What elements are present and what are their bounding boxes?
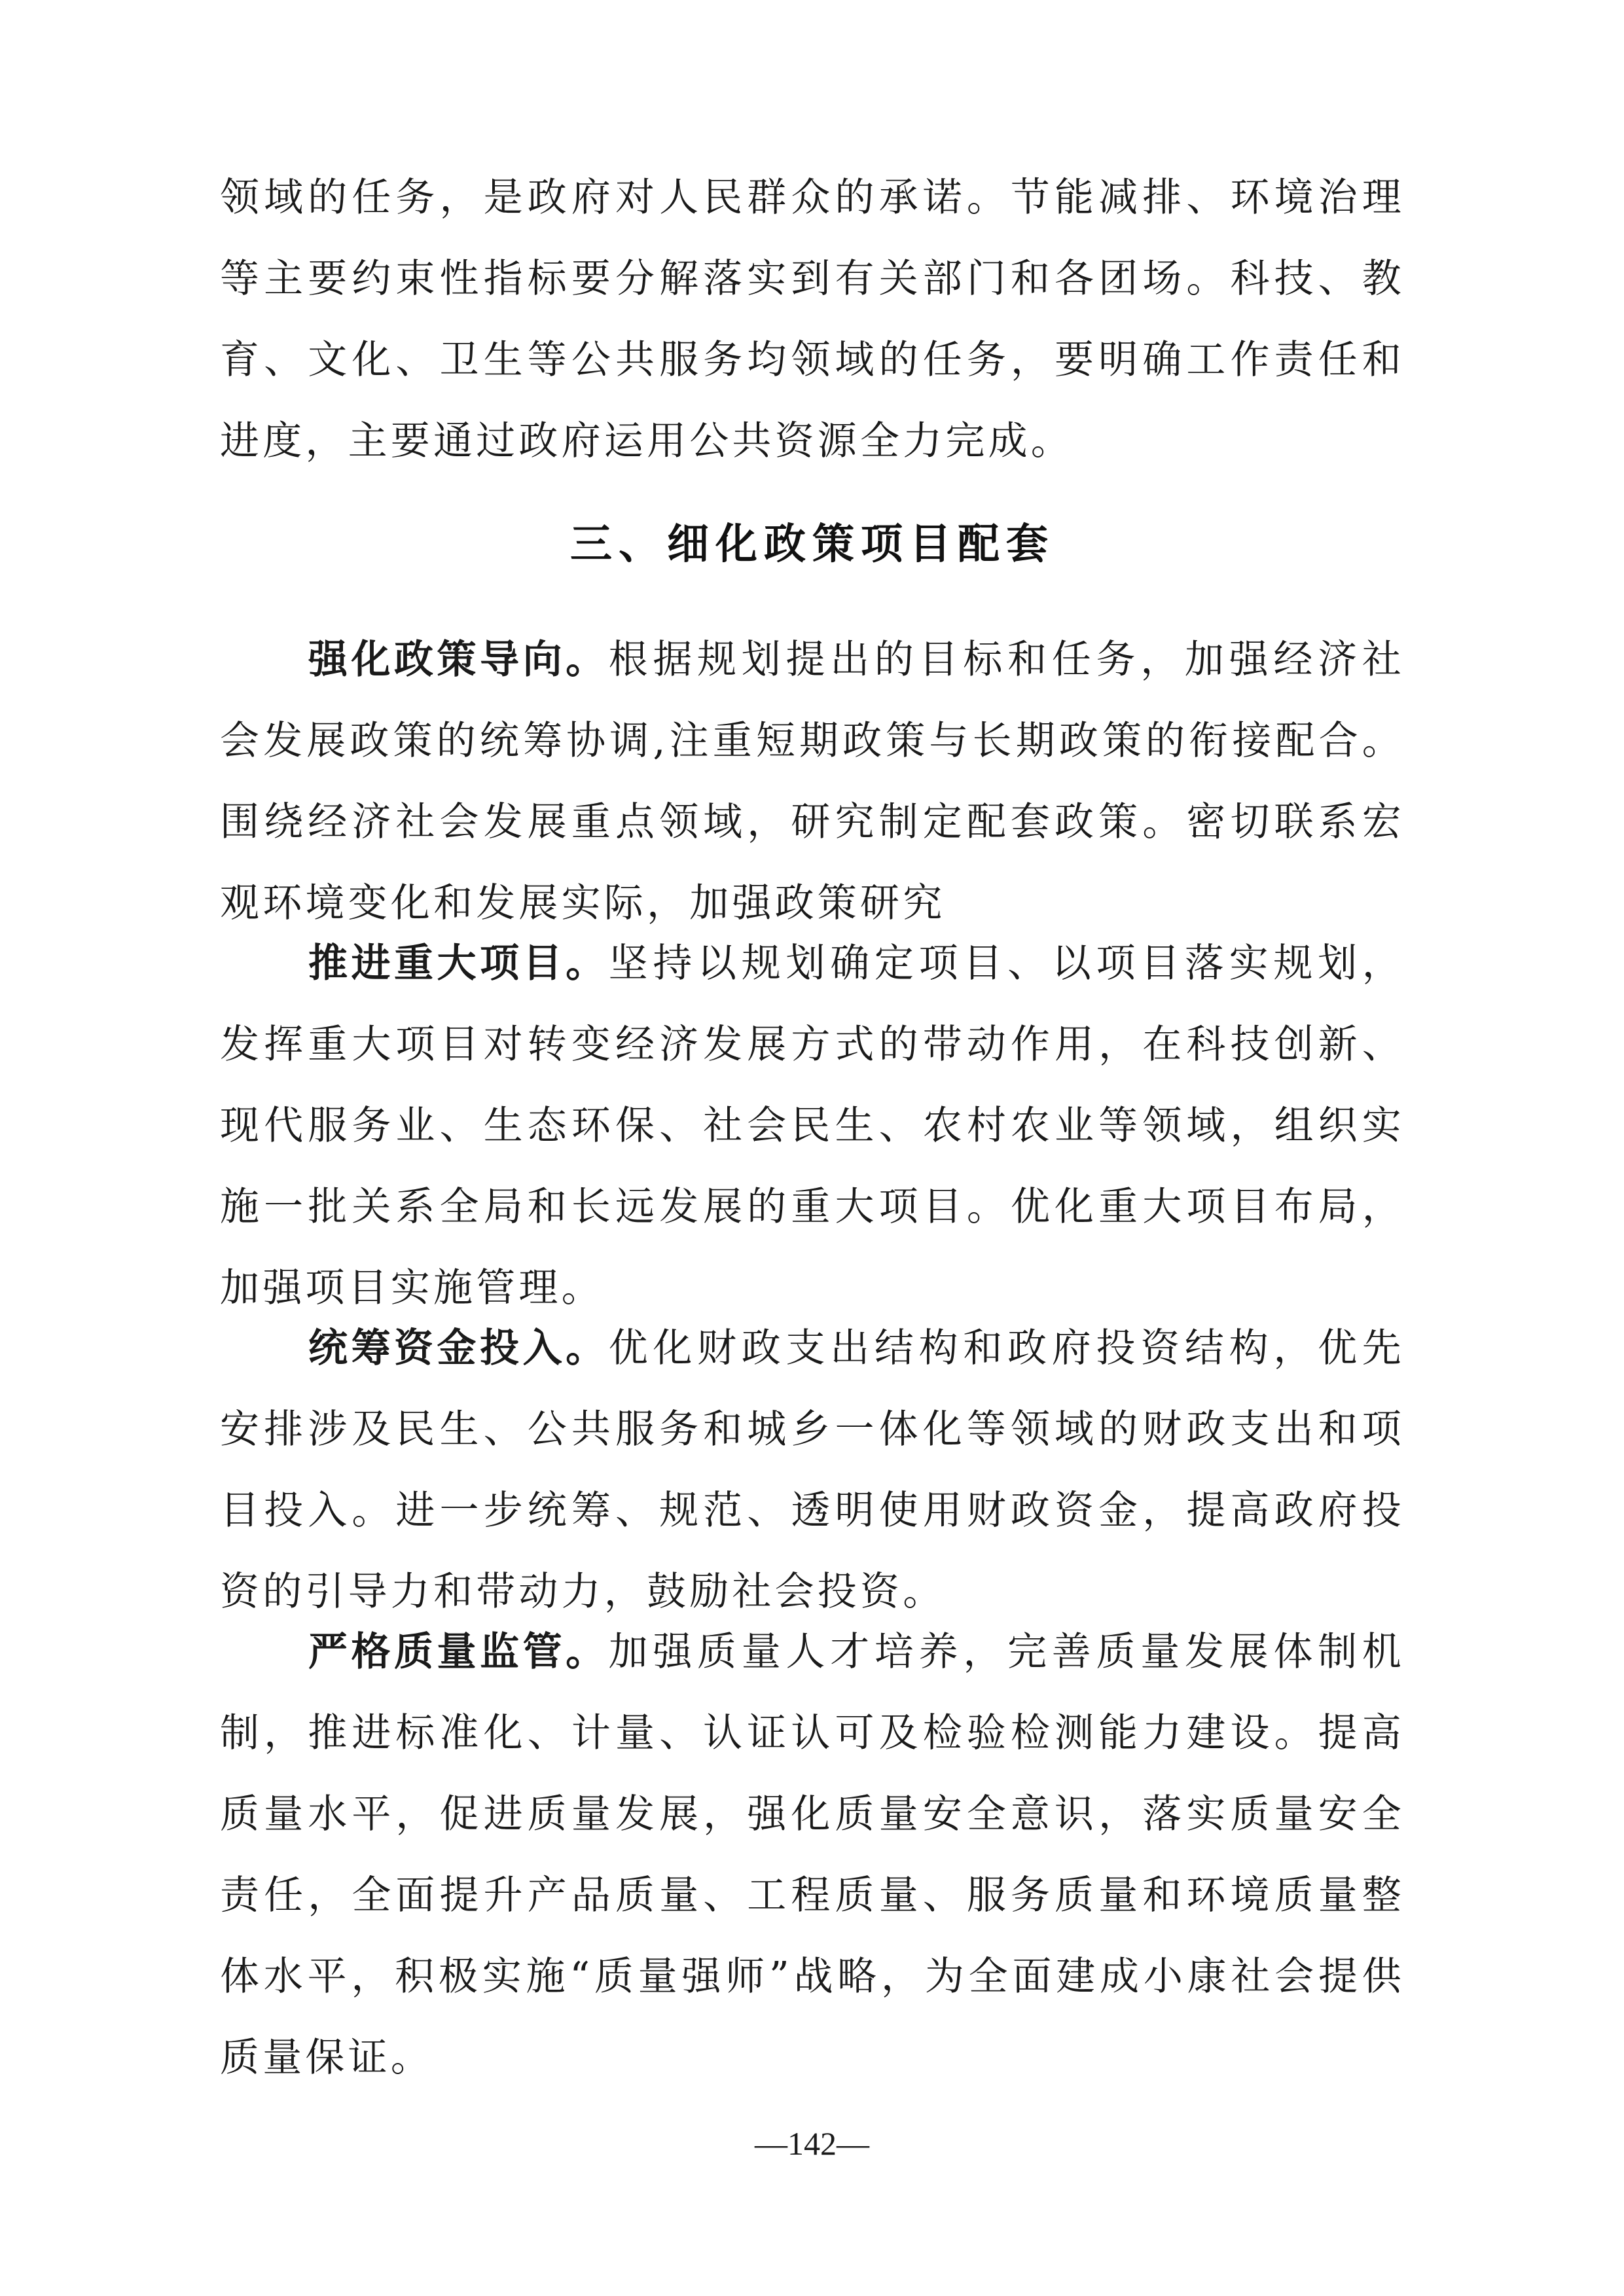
paragraph-policy-guidance (220, 619, 1405, 944)
paragraph-quality-supervision (220, 1611, 1405, 2098)
paragraph-major-projects (220, 923, 1405, 1329)
paragraph-lead: 强化政策导向。 (308, 637, 609, 683)
paragraph-lead: 推进重大项目。 (308, 941, 609, 986)
section-heading: 三、细化政策项目配套 (570, 520, 1055, 569)
paragraph-body: 坚持以规划确定项目、以项目落实规划，发挥重大项目对转变经济发展方式的带动作用，在科技创新、现代服务业、生态环保、社会民生、农村农业等领域，组织实施一批关系全局和长远发展的重大项目。优化重大项目布局，加强项目实施管理。 (220, 941, 1405, 1311)
paragraph-body: 根据规划提出的目标和任务，加强经济社会发展政策的统筹协调,注重短期政策与长期政策的衔接配合。围绕经济社会发展重点领域，研究制定配套政策。密切联系宏观环境变化和发展实际，加强政策研究 (220, 637, 1405, 926)
paragraph-lead: 统筹资金投入。 (308, 1325, 609, 1371)
paragraph-funding (220, 1308, 1405, 1632)
paragraph-body: 优化财政支出结构和政府投资结构，优先安排涉及民生、公共服务和城乡一体化等领域的财政支出和项目投入。进一步统筹、规范、透明使用财政资金，提高政府投资的引导力和带动力，鼓励社会投资。 (220, 1325, 1405, 1615)
paragraph-body: 加强质量人才培养，完善质量发展体制机制，推进标准化、计量、认证认可及检验检测能力建设。提高质量水平，促进质量发展，强化质量安全意识，落实质量安全责任，全面提升产品质量、工程质量、服务质量和环境质量整体水平，积极实施“质量强师”战略，为全面建成小康社会提供质量保证。 (220, 1629, 1405, 2081)
paragraph-lead: 严格质量监管。 (308, 1629, 609, 1675)
continued-paragraph: 领域的任务，是政府对人民群众的承诺。节能减排、环境治理等主要约束性指标要分解落实到有关部门和各团场。科技、教育、文化、卫生等公共服务均领域的任务，要明确工作责任和进度，主要通过政府运用公共资源全力完成。 (220, 175, 1405, 464)
page-number: —142— (755, 2125, 869, 2162)
